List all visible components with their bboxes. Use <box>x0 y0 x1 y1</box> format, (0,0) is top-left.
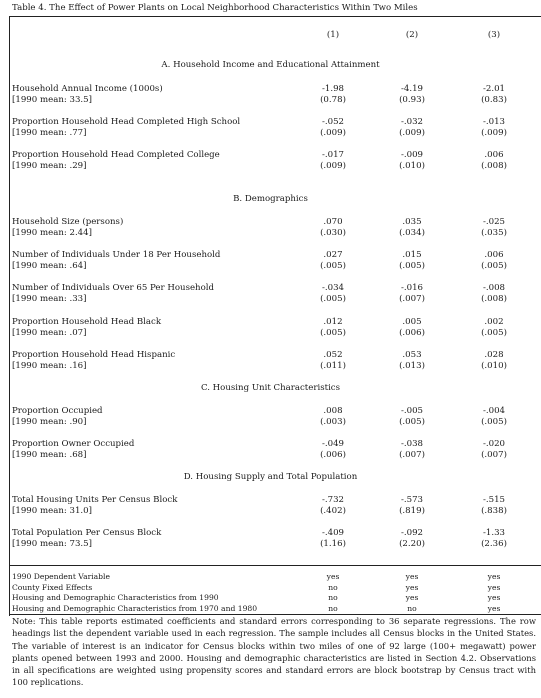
row-label: Proportion Occupied <box>12 406 103 416</box>
standard-error-cell: (.005) <box>481 417 507 427</box>
standard-error-cell: (1.16) <box>320 539 346 549</box>
standard-error-cell: (.005) <box>481 261 507 271</box>
coefficient-cell: -4.19 <box>400 84 424 94</box>
coefficient-cell: .015 <box>402 250 422 260</box>
row-mean: [1990 mean: .07] <box>12 328 87 338</box>
row-mean: [1990 mean: 33.5] <box>12 95 92 105</box>
control-value-cell: no <box>407 603 417 613</box>
standard-error-cell: (.819) <box>399 506 425 516</box>
standard-error-cell: (.009) <box>481 128 507 138</box>
standard-error-cell: (.009) <box>320 161 346 171</box>
standard-error-cell: (.007) <box>399 294 425 304</box>
control-label: Housing and Demographic Characteristics from 1970 and 1980 <box>12 603 258 613</box>
standard-error-cell: (.005) <box>399 417 425 427</box>
standard-error-cell: (.005) <box>320 328 346 338</box>
standard-error-cell: (0.93) <box>399 95 425 105</box>
coefficient-cell: -.034 <box>321 283 345 293</box>
row-mean: [1990 mean: 31.0] <box>12 506 92 516</box>
coefficient-cell: -.009 <box>400 150 424 160</box>
row-label: Number of Individuals Under 18 Per Household <box>12 250 221 260</box>
coefficient-cell: -.515 <box>482 495 506 505</box>
panel-title: D. Housing Supply and Total Population <box>183 472 358 482</box>
control-value-cell: yes <box>487 572 501 581</box>
control-value-cell: yes <box>405 582 419 592</box>
coefficient-cell: -.052 <box>321 117 345 127</box>
coefficient-cell: .008 <box>323 406 343 416</box>
column-header-3: (3) <box>487 30 501 40</box>
control-label: Housing and Demographic Characteristics from 1990 <box>12 593 219 602</box>
standard-error-cell: (.030) <box>320 228 346 238</box>
control-value-cell: no <box>328 603 338 613</box>
standard-error-cell: (.402) <box>320 506 346 516</box>
coefficient-cell: -.016 <box>400 283 424 293</box>
row-mean: [1990 mean: .77] <box>12 128 87 138</box>
standard-error-cell: (.006) <box>320 450 346 460</box>
row-label: Proportion Household Head Hispanic <box>12 350 176 360</box>
coefficient-cell: .070 <box>323 217 343 227</box>
control-value-cell: yes <box>487 582 501 592</box>
top-rule <box>9 16 541 17</box>
standard-error-cell: (.013) <box>399 361 425 371</box>
standard-error-cell: (0.83) <box>481 95 507 105</box>
coefficient-cell: -.025 <box>482 217 506 227</box>
coefficient-cell: -1.33 <box>482 528 506 538</box>
standard-error-cell: (.005) <box>320 261 346 271</box>
left-rule <box>9 16 10 616</box>
control-value-cell: no <box>328 593 338 602</box>
standard-error-cell: (.010) <box>481 361 507 371</box>
control-value-cell: no <box>328 582 338 592</box>
standard-error-cell: (.011) <box>320 361 346 371</box>
standard-error-cell: (0.78) <box>320 95 346 105</box>
control-value-cell: yes <box>487 593 501 602</box>
row-label: Total Housing Units Per Census Block <box>12 495 178 505</box>
row-label: Total Population Per Census Block <box>12 528 162 538</box>
controls-rule <box>9 565 541 566</box>
standard-error-cell: (.007) <box>399 450 425 460</box>
column-header-1: (1) <box>326 30 340 40</box>
coefficient-cell: -.032 <box>400 117 424 127</box>
standard-error-cell: (.007) <box>481 450 507 460</box>
standard-error-cell: (.008) <box>481 161 507 171</box>
row-label: Household Size (persons) <box>12 217 124 227</box>
standard-error-cell: (.035) <box>481 228 507 238</box>
row-label: Number of Individuals Over 65 Per Household <box>12 283 215 293</box>
control-value-cell: yes <box>405 593 419 602</box>
standard-error-cell: (.006) <box>399 328 425 338</box>
coefficient-cell: -.049 <box>321 439 345 449</box>
control-value-cell: yes <box>405 572 419 581</box>
standard-error-cell: (.003) <box>320 417 346 427</box>
coefficient-cell: -.004 <box>482 406 506 416</box>
standard-error-cell: (.010) <box>399 161 425 171</box>
coefficient-cell: -.732 <box>321 495 345 505</box>
coefficient-cell: -2.01 <box>482 84 506 94</box>
standard-error-cell: (.005) <box>320 294 346 304</box>
coefficient-cell: .006 <box>484 250 504 260</box>
row-label: Proportion Household Head Black <box>12 317 162 327</box>
standard-error-cell: (.008) <box>481 294 507 304</box>
panel-title: A. Household Income and Educational Attainment <box>161 60 380 70</box>
coefficient-cell: -.409 <box>321 528 345 538</box>
row-mean: [1990 mean: .29] <box>12 161 87 171</box>
standard-error-cell: (.005) <box>481 328 507 338</box>
coefficient-cell: -.020 <box>482 439 506 449</box>
coefficient-cell: .002 <box>484 317 504 327</box>
row-mean: [1990 mean: .68] <box>12 450 87 460</box>
control-value-cell: yes <box>487 603 501 613</box>
row-mean: [1990 mean: .16] <box>12 361 87 371</box>
row-label: Proportion Household Head Completed College <box>12 150 220 160</box>
standard-error-cell: (.838) <box>481 506 507 516</box>
coefficient-cell: .052 <box>323 350 343 360</box>
coefficient-cell: -.008 <box>482 283 506 293</box>
row-label: Household Annual Income (1000s) <box>12 84 163 94</box>
coefficient-cell: -.038 <box>400 439 424 449</box>
standard-error-cell: (.005) <box>399 261 425 271</box>
control-value-cell: yes <box>326 572 340 581</box>
row-label: Proportion Household Head Completed High School <box>12 117 241 127</box>
coefficient-cell: .035 <box>402 217 422 227</box>
row-mean: [1990 mean: 73.5] <box>12 539 92 549</box>
coefficient-cell: .027 <box>323 250 343 260</box>
coefficient-cell: .053 <box>402 350 422 360</box>
column-header-2: (2) <box>405 30 419 40</box>
coefficient-cell: -.013 <box>482 117 506 127</box>
row-mean: [1990 mean: .90] <box>12 417 87 427</box>
standard-error-cell: (.034) <box>399 228 425 238</box>
row-mean: [1990 mean: 2.44] <box>12 228 92 238</box>
coefficient-cell: .012 <box>323 317 343 327</box>
standard-error-cell: (2.20) <box>399 539 425 549</box>
coefficient-cell: .005 <box>402 317 422 327</box>
coefficient-cell: .006 <box>484 150 504 160</box>
coefficient-cell: -1.98 <box>321 84 345 94</box>
coefficient-cell: -.092 <box>400 528 424 538</box>
standard-error-cell: (2.36) <box>481 539 507 549</box>
standard-error-cell: (.009) <box>320 128 346 138</box>
row-label: Proportion Owner Occupied <box>12 439 135 449</box>
panel-title: B. Demographics <box>233 194 308 204</box>
standard-error-cell: (.009) <box>399 128 425 138</box>
coefficient-cell: .028 <box>484 350 504 360</box>
control-label: County Fixed Effects <box>12 582 93 592</box>
coefficient-cell: -.005 <box>400 406 424 416</box>
table-note: Note: This table reports estimated coefficients and standard errors corresponding to 36 separate regressions. The row headings list the dependent variable used in each regression. The sample includes all Census blocks in the United States. The variable of interest is an indicator for Census blocks within two miles of one of 92 large (100+ megawatt) power plants opened between 1993 and 2000. Housing and demographic characteristics are listed in Section 4.2. Observations in all specifications are weighted using propensity scores and standard errors are block bootstrap by Census tract with 100 replications. <box>12 616 536 688</box>
coefficient-cell: -.017 <box>321 150 345 160</box>
row-mean: [1990 mean: .33] <box>12 294 87 304</box>
coefficient-cell: -.573 <box>400 495 424 505</box>
table-caption: Table 4. The Effect of Power Plants on Local Neighborhood Characteristics Within Two Miles <box>12 3 418 13</box>
panel-title: C. Housing Unit Characteristics <box>200 383 341 393</box>
row-mean: [1990 mean: .64] <box>12 261 87 271</box>
control-label: 1990 Dependent Variable <box>12 572 110 581</box>
